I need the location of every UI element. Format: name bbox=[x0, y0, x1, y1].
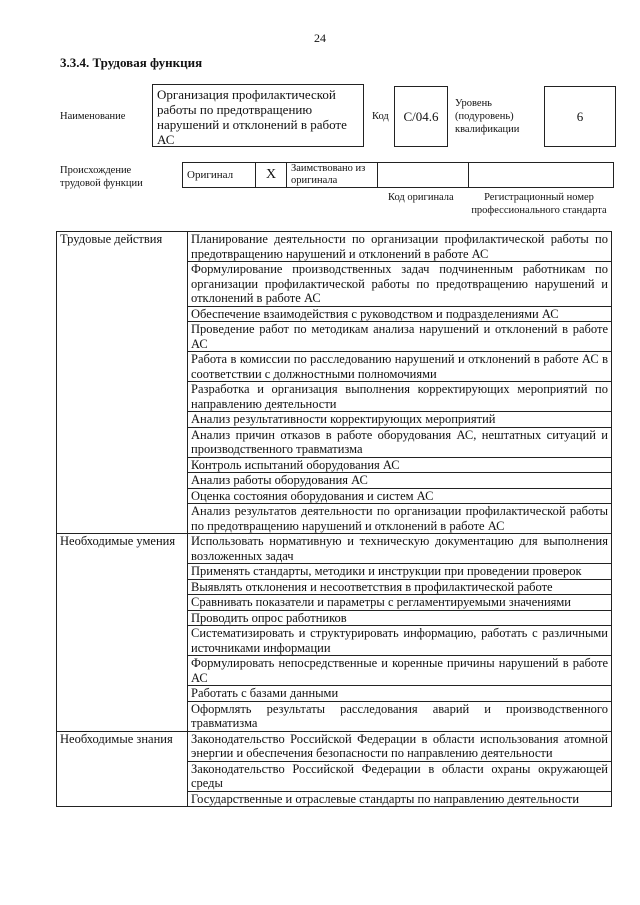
item-cell: Формулировать непосредственные и коренные причины нарушений в работе АС bbox=[188, 656, 612, 686]
origin-label: Происхождение трудовой функции bbox=[60, 165, 143, 189]
table-row bbox=[57, 232, 612, 262]
category-cell: Необходимые умения bbox=[57, 534, 188, 732]
item-cell: Использовать нормативную и техническую документацию для выполнения возложенных задач bbox=[188, 534, 612, 564]
page-number: 24 bbox=[314, 31, 326, 45]
item-cell: Законодательство Российской Федерации в области использования атомной энергии и обеспечения безопасности по направлению деятельности bbox=[188, 731, 612, 761]
item-cell: Анализ результатов деятельности по организации профилактической работы по предотвращению нарушений и отклонений в работе АС bbox=[188, 504, 612, 534]
borrowed-label: Заимствовано из оригинала bbox=[287, 163, 378, 188]
table-row bbox=[57, 731, 612, 761]
level-label: Уровень (подуровень) квалификации bbox=[455, 98, 520, 135]
item-cell: Работать с базами данными bbox=[188, 686, 612, 702]
name-label: Наименование bbox=[60, 111, 126, 122]
item-cell: Сравнивать показатели и параметры с регламентируемыми значениями bbox=[188, 595, 612, 611]
code-original-cell bbox=[378, 163, 469, 188]
item-cell: Систематизировать и структурировать информацию, работать с различными источниками информации bbox=[188, 626, 612, 656]
category-cell: Необходимые знания bbox=[57, 731, 188, 807]
item-cell: Обеспечение взаимодействия с руководством и подразделениями АС bbox=[188, 306, 612, 322]
category-cell: Трудовые действия bbox=[57, 232, 188, 534]
item-cell: Анализ работы оборудования АС bbox=[188, 473, 612, 489]
reg-number-cell bbox=[469, 163, 614, 188]
item-cell: Государственные и отраслевые стандарты по направлению деятельности bbox=[188, 791, 612, 807]
item-cell: Законодательство Российской Федерации в области охраны окружающей среды bbox=[188, 761, 612, 791]
function-details-table bbox=[56, 231, 612, 807]
function-name-box: Организация профилактической работы по предотвращению нарушений и отклонений в работе АС bbox=[152, 84, 364, 147]
item-cell: Планирование деятельности по организации профилактической работы по предотвращению нарушений и отклонений в работе АС bbox=[188, 232, 612, 262]
reg-number-caption: Регистрационный номер профессионального стандарта bbox=[471, 192, 607, 216]
level-box: 6 bbox=[544, 86, 616, 147]
table-row bbox=[57, 534, 612, 564]
origin-table bbox=[182, 162, 614, 188]
item-cell: Оценка состояния оборудования и систем АС bbox=[188, 488, 612, 504]
original-label: Оригинал bbox=[183, 163, 256, 188]
item-cell: Контроль испытаний оборудования АС bbox=[188, 457, 612, 473]
item-cell: Анализ результативности корректирующих мероприятий bbox=[188, 412, 612, 428]
item-cell: Анализ причин отказов в работе оборудования АС, нештатных ситуаций и производственного травматизма bbox=[188, 427, 612, 457]
code-box: С/04.6 bbox=[394, 86, 448, 147]
code-original-caption: Код оригинала bbox=[388, 192, 454, 203]
item-cell: Проведение работ по методикам анализа нарушений и отклонений в работе АС bbox=[188, 322, 612, 352]
code-label: Код bbox=[372, 111, 389, 122]
item-cell: Выявлять отклонения и несоответствия в профилактической работе bbox=[188, 579, 612, 595]
item-cell: Формулирование производственных задач подчиненным работникам по организации профилактической работы по предотвращению нарушений и отклонений в работе АС bbox=[188, 262, 612, 307]
item-cell: Оформлять результаты расследования аварий и производственного травматизма bbox=[188, 701, 612, 731]
item-cell: Применять стандарты, методики и инструкции при проведении проверок bbox=[188, 564, 612, 580]
original-mark: X bbox=[256, 163, 287, 188]
section-title: 3.3.4. Трудовая функция bbox=[60, 55, 203, 70]
item-cell: Проводить опрос работников bbox=[188, 610, 612, 626]
item-cell: Разработка и организация выполнения корректирующих мероприятий по направлению деятельности bbox=[188, 382, 612, 412]
item-cell: Работа в комиссии по расследованию нарушений и отклонений в работе АС в соответствии с должностными полномочиями bbox=[188, 352, 612, 382]
